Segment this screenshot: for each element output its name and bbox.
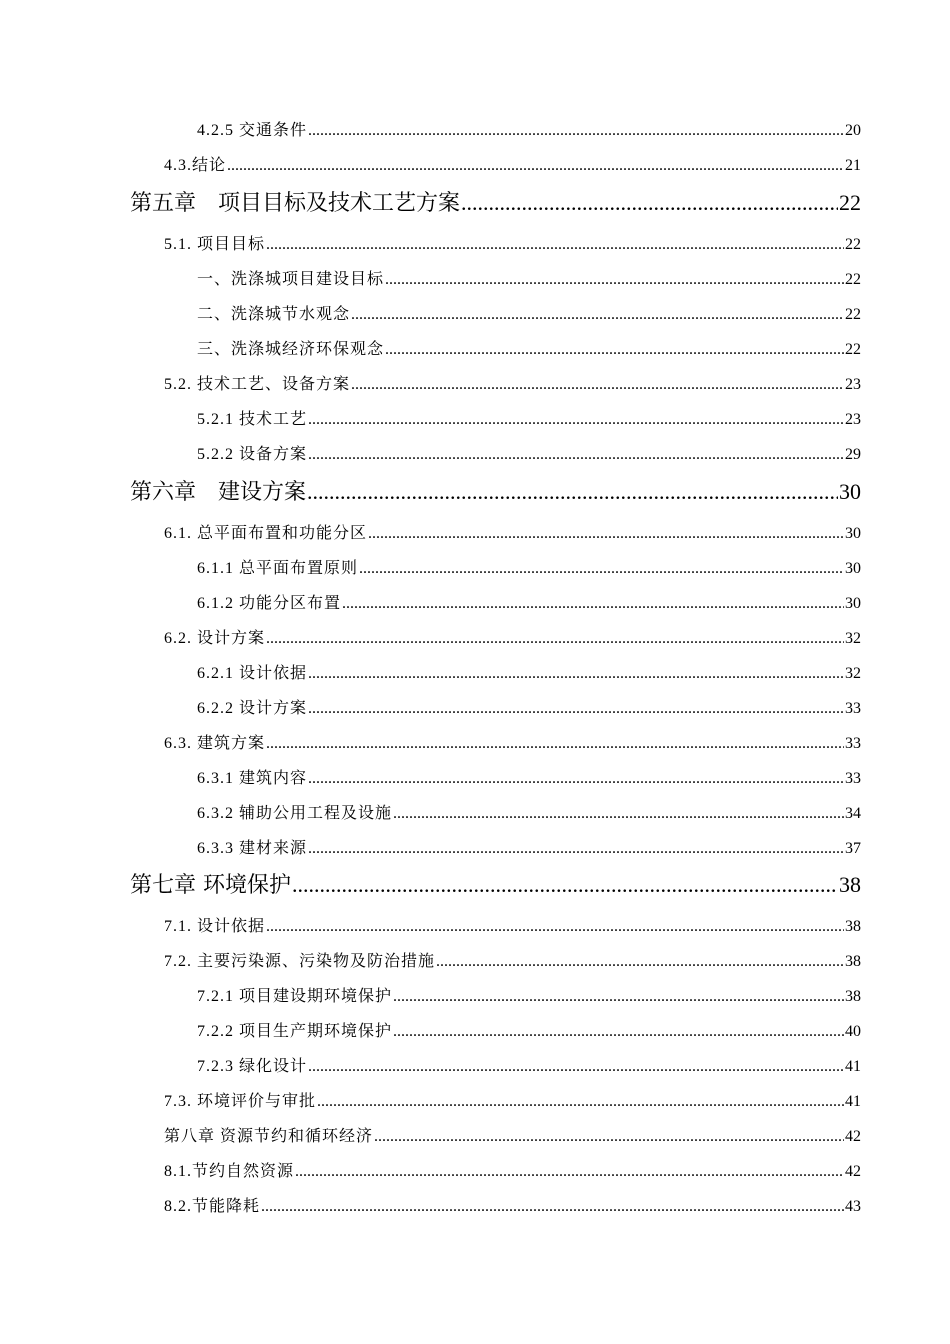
toc-entry[interactable] — [164, 1193, 861, 1216]
toc-entry-title: 6.1.1 总平面布置原则 — [197, 560, 359, 577]
toc-entry-page: 20 — [845, 122, 861, 139]
toc-entry[interactable] — [197, 266, 861, 289]
toc-entry-page: 38 — [839, 872, 861, 897]
toc-entry[interactable] — [197, 800, 861, 823]
toc-entry-page: 22 — [845, 341, 861, 358]
toc-entry[interactable] — [164, 231, 861, 254]
toc-leader — [308, 840, 844, 858]
toc-entry-page: 42 — [845, 1128, 861, 1145]
toc-entry-title: 6.2.2 设计方案 — [197, 700, 308, 717]
toc-leader — [261, 1198, 844, 1216]
toc-entry[interactable] — [197, 660, 861, 683]
toc-entry-title: 6.1.2 功能分区布置 — [197, 595, 342, 612]
toc-entry-title: 6.2. 设计方案 — [164, 630, 266, 647]
toc-leader — [308, 700, 844, 718]
toc-leader — [307, 479, 838, 505]
toc-leader — [308, 411, 844, 429]
toc-entry-page: 23 — [845, 411, 861, 428]
toc-entry-page: 22 — [845, 236, 861, 253]
toc-entry-page: 33 — [845, 770, 861, 787]
toc-entry[interactable] — [197, 765, 861, 788]
toc-leader — [227, 157, 844, 175]
toc-leader — [393, 1023, 844, 1041]
toc-entry-page: 32 — [845, 665, 861, 682]
toc-entry-page: 23 — [845, 376, 861, 393]
toc-leader — [359, 560, 844, 578]
toc-entry-page: 29 — [845, 446, 861, 463]
toc-entry-title: 7.2.2 项目生产期环境保护 — [197, 1023, 393, 1040]
toc-entry-title: 6.3.3 建材来源 — [197, 840, 308, 857]
toc-leader — [266, 918, 844, 936]
toc-leader — [436, 953, 844, 971]
toc-leader — [368, 525, 844, 543]
toc-entry[interactable] — [197, 590, 861, 613]
toc-entry-title: 第五章 项目目标及技术工艺方案 — [130, 191, 461, 216]
toc-entry-title: 7.2. 主要污染源、污染物及防治措施 — [164, 953, 436, 970]
toc-entry-page: 21 — [845, 157, 861, 174]
toc-leader — [308, 446, 844, 464]
toc-leader — [308, 770, 844, 788]
toc-entry-title: 三、洗涤城经济环保观念 — [197, 341, 385, 358]
toc-entry[interactable] — [164, 913, 861, 936]
toc-leader — [308, 665, 844, 683]
toc-entry[interactable] — [164, 1123, 861, 1146]
toc-entry-title: 7.3. 环境评价与审批 — [164, 1093, 317, 1110]
toc-entry[interactable] — [197, 406, 861, 429]
toc-entry-page: 33 — [845, 700, 861, 717]
toc-entry-title: 6.3.2 辅助公用工程及设施 — [197, 805, 393, 822]
toc-entry-title: 6.1. 总平面布置和功能分区 — [164, 525, 368, 542]
toc-leader — [266, 236, 844, 254]
toc-leader — [385, 341, 844, 359]
toc-entry[interactable] — [164, 730, 861, 753]
toc-leader — [342, 595, 844, 613]
toc-entry-title: 6.2.1 设计依据 — [197, 665, 308, 682]
toc-entry-page: 40 — [845, 1023, 861, 1040]
toc-entry[interactable] — [164, 152, 861, 175]
toc-entry-title: 7.2.3 绿化设计 — [197, 1058, 308, 1075]
toc-leader — [266, 735, 844, 753]
toc-entry-page: 30 — [839, 479, 861, 504]
toc-entry-page: 34 — [845, 805, 861, 822]
toc-entry-title: 第八章 资源节约和循环经济 — [164, 1128, 374, 1145]
toc-entry-title: 5.2. 技术工艺、设备方案 — [164, 376, 351, 393]
toc-entry-page: 37 — [845, 840, 861, 857]
toc-entry[interactable] — [164, 520, 861, 543]
toc-entry[interactable] — [197, 983, 861, 1006]
toc-entry-title: 5.1. 项目目标 — [164, 236, 266, 253]
toc-entry[interactable] — [197, 695, 861, 718]
toc-entry[interactable] — [164, 1088, 861, 1111]
toc-entry-title: 5.2.2 设备方案 — [197, 446, 308, 463]
toc-leader — [351, 376, 844, 394]
toc-entry-title: 第七章 环境保护 — [130, 873, 291, 898]
toc-entry[interactable] — [197, 441, 861, 464]
toc-leader — [317, 1093, 844, 1111]
toc-entry[interactable] — [164, 371, 861, 394]
toc-leader — [292, 872, 838, 898]
toc-entry-page: 30 — [845, 560, 861, 577]
toc-entry-title: 6.3.1 建筑内容 — [197, 770, 308, 787]
toc-entry[interactable] — [164, 625, 861, 648]
toc-entry-page: 32 — [845, 630, 861, 647]
toc-entry-title: 4.2.5 交通条件 — [197, 122, 308, 139]
toc-leader — [351, 306, 844, 324]
toc-leader — [393, 988, 844, 1006]
toc-entry-page: 42 — [845, 1163, 861, 1180]
toc-entry-title: 5.2.1 技术工艺 — [197, 411, 308, 428]
toc-entry[interactable] — [164, 1158, 861, 1181]
toc-entry[interactable] — [197, 301, 861, 324]
toc-leader — [461, 190, 838, 216]
toc-entry-title: 6.3. 建筑方案 — [164, 735, 266, 752]
toc-entry-page: 30 — [845, 595, 861, 612]
toc-entry-title: 4.3.结论 — [164, 157, 227, 174]
toc-entry[interactable] — [197, 1053, 861, 1076]
toc-entry-page: 38 — [845, 953, 861, 970]
toc-entry-title: 第六章 建设方案 — [130, 480, 307, 505]
toc-leader — [295, 1163, 844, 1181]
toc-entry-title: 7.2.1 项目建设期环境保护 — [197, 988, 393, 1005]
toc-entry-page: 33 — [845, 735, 861, 752]
toc-leader — [308, 1058, 844, 1076]
toc-entry[interactable] — [197, 336, 861, 359]
toc-entry-page: 41 — [845, 1058, 861, 1075]
toc-entry-page: 41 — [845, 1093, 861, 1110]
toc-entry-title: 8.1.节约自然资源 — [164, 1163, 295, 1180]
toc-entry-title: 7.1. 设计依据 — [164, 918, 266, 935]
toc-entry-page: 22 — [845, 271, 861, 288]
toc-entry-page: 30 — [845, 525, 861, 542]
toc-entry[interactable] — [197, 1018, 861, 1041]
toc-chapter-entry[interactable] — [130, 186, 861, 217]
toc-chapter-entry[interactable] — [130, 868, 861, 899]
toc-entry-page: 22 — [839, 190, 861, 215]
toc-entry-page: 38 — [845, 918, 861, 935]
toc-entry-title: 一、洗涤城项目建设目标 — [197, 271, 385, 288]
toc-leader — [266, 630, 844, 648]
toc-entry[interactable] — [164, 948, 861, 971]
toc-entry-title: 二、洗涤城节水观念 — [197, 306, 351, 323]
toc-leader — [374, 1128, 844, 1146]
toc-leader — [393, 805, 844, 823]
toc-entry[interactable] — [197, 117, 861, 140]
toc-entry-page: 38 — [845, 988, 861, 1005]
toc-entry-page: 22 — [845, 306, 861, 323]
toc-chapter-entry[interactable] — [130, 475, 861, 506]
toc-entry-page: 43 — [845, 1198, 861, 1215]
toc-entry-title: 8.2.节能降耗 — [164, 1198, 261, 1215]
toc-entry[interactable] — [197, 835, 861, 858]
toc-entry[interactable] — [197, 555, 861, 578]
toc-leader — [385, 271, 844, 289]
toc-leader — [308, 122, 844, 140]
